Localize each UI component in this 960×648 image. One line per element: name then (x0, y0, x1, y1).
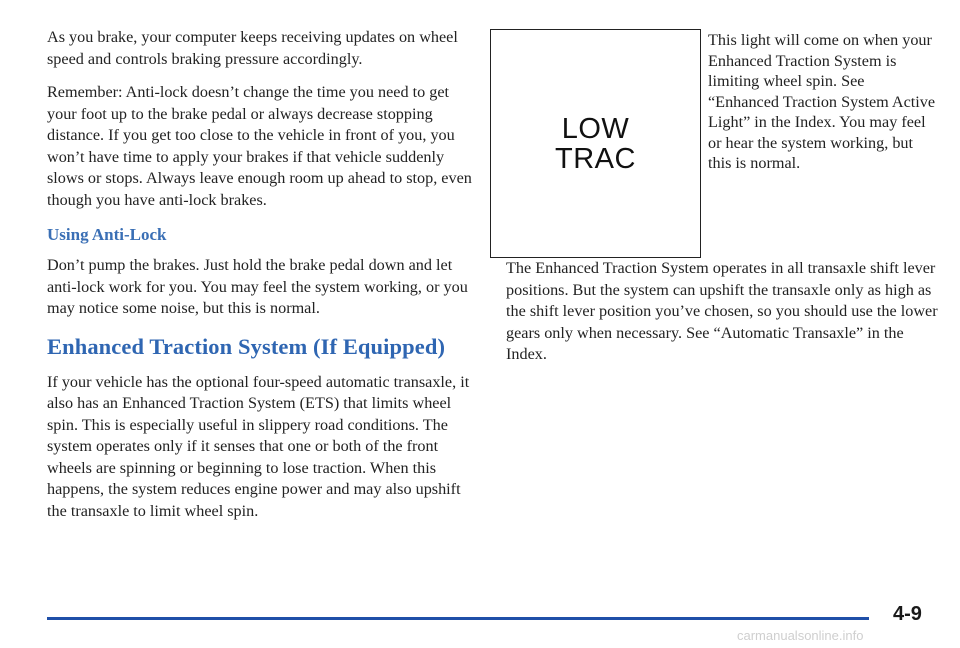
page-number: 4-9 (893, 603, 922, 625)
subheading-using-antilock: Using Anti-Lock (47, 225, 167, 244)
paragraph-remember: Remember: Anti-lock doesn’t change the time you need to get your foot up to the brake pedal or always decrease stopping distance. If you get too close to the vehicle in front of you, you won’t have time to apply your brakes if that vehicle suddenly slows or stops. Always leave enough room up ahead to stop, even though you have anti-lock brakes. (47, 83, 472, 209)
paragraph-brake-updates: As you brake, your computer keeps receiving updates on wheel speed and controls braking pressure accordingly. (47, 28, 458, 68)
paragraph-ets: If your vehicle has the optional four-speed automatic transaxle, it also has an Enhanced Traction System (ETS) that limits wheel spin. This is especially useful in slippery road conditions. The system operates only if it senses that one or both of the front wheels are spinning or beginning to lose traction. When this happens, the system reduces engine power and may also upshift the transaxle to limit wheel spin. (47, 372, 470, 520)
indicator-line-trac: TRAC (555, 142, 636, 175)
left-column (47, 27, 472, 522)
paragraph-light-desc: This light will come on when your Enhanced Traction System is limiting wheel spin. See “Enhanced Traction System Active Light” in the Index. You may feel or hear the system working, but this is normal. (708, 31, 936, 172)
paragraph-dont-pump: Don’t pump the brakes. Just hold the brake pedal down and let anti-lock work for you. You may feel the system working, or you may notice some noise, but this is normal. (47, 256, 468, 317)
indicator-description (708, 30, 938, 174)
paragraph-ets-operates: The Enhanced Traction System operates in all transaxle shift lever positions. But the system can upshift the transaxle only as high as the shift lever position you’ve chosen, so you should use the lower gears only when necessary. See “Automatic Transaxle” in the Index. (506, 259, 938, 363)
low-trac-indicator-icon (490, 29, 701, 258)
right-column-text (506, 258, 938, 366)
watermark: carmanualsonline.info (737, 628, 864, 643)
footer-rule (47, 617, 869, 620)
indicator-line-low: LOW (561, 112, 630, 145)
section-heading-ets: Enhanced Traction System (If Equipped) (47, 333, 446, 359)
